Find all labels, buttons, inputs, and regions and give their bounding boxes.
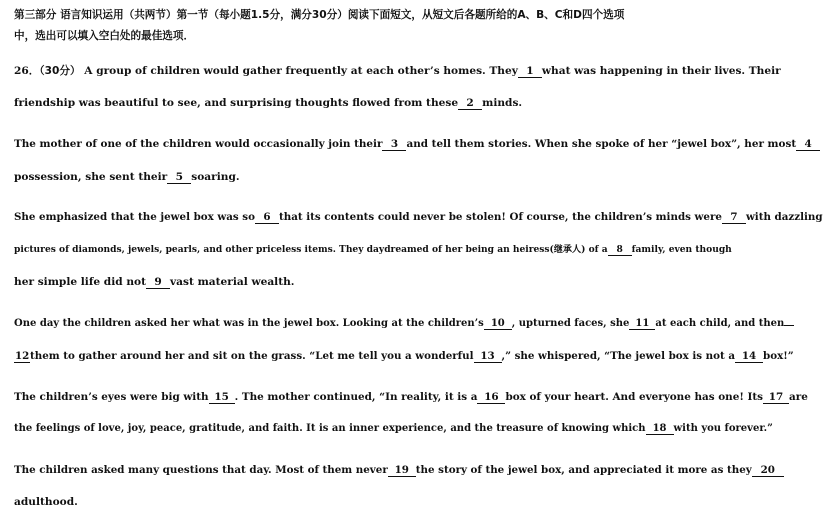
blank-8: 8 xyxy=(608,244,632,256)
section-instructions-line-2: 中，选出可以填入空白处的最佳选项． xyxy=(14,30,195,42)
question-number: 26． xyxy=(14,65,40,77)
passage-text: box of your heart. And everyone has one! Its xyxy=(505,391,764,403)
passage-text: She emphasized that the jewel box was so xyxy=(14,211,255,223)
passage-line-10 xyxy=(14,390,808,404)
passage-text: family, even though xyxy=(631,244,732,255)
blank-5: 5 xyxy=(167,172,191,184)
passage-line-3 xyxy=(14,137,820,151)
blank-17: 17 xyxy=(763,392,789,404)
passage-line-9 xyxy=(14,349,794,363)
passage-text: ,” she whispered, “The jewel box is not a xyxy=(501,350,736,362)
passage-text: the feelings of love, joy, peace, gratitude, and faith. It is an inner experience, and the treasure of knowing which xyxy=(14,423,646,434)
passage-line-4 xyxy=(14,170,240,184)
passage-text: A group of children would gather frequently at each other’s homes. They xyxy=(84,65,518,77)
passage-line-2 xyxy=(14,96,522,110)
blank-4: 4 xyxy=(796,139,820,151)
blank-10: 10 xyxy=(484,318,512,330)
blank-16: 16 xyxy=(477,392,505,404)
passage-text: , upturned faces, she xyxy=(511,318,630,329)
question-score: （30分） xyxy=(39,65,81,77)
passage-text: vast material wealth. xyxy=(170,276,295,288)
blank-9: 9 xyxy=(146,277,170,289)
passage-line-12 xyxy=(14,463,784,477)
blank-7: 7 xyxy=(722,212,746,224)
passage-text: her simple life did not xyxy=(14,276,146,288)
passage-text: pictures of diamonds, jewels, pearls, and other priceless items. They daydreamed of her being an heiress(继承人) of a xyxy=(14,244,608,255)
passage-text: friendship was beautiful to see, and surprising thoughts flowed from these xyxy=(14,97,459,109)
passage-text: adulthood. xyxy=(14,496,78,508)
passage-text: possession, she sent their xyxy=(14,171,168,183)
passage-line-8 xyxy=(14,317,794,331)
passage-text: at each child, and then xyxy=(655,318,785,329)
passage-text: with you forever.” xyxy=(673,423,773,434)
passage-text: minds. xyxy=(482,97,523,109)
passage-text: and tell them stories. When she spoke of her “jewel box”, her most xyxy=(406,138,797,150)
passage-text: The children asked many questions that day. Most of them never xyxy=(14,464,388,476)
passage-line-11 xyxy=(14,422,773,436)
passage-line-13 xyxy=(14,495,78,509)
blank-1: 1 xyxy=(518,66,542,78)
passage-text: are xyxy=(789,391,808,403)
passage-text: The mother of one of the children would occasionally join their xyxy=(14,138,383,150)
passage-line-7 xyxy=(14,275,295,289)
passage-line-5 xyxy=(14,210,823,224)
section-instructions-line-1: 第三部分 语言知识运用（共两节）第一节（每小题1.5分，满分30分）阅读下面短文，从短文后各题所给的A、B、C和D四个选项 xyxy=(14,9,625,21)
passage-text: The children’s eyes were big with xyxy=(14,391,209,403)
blank-13: 13 xyxy=(474,351,502,363)
passage-line-1 xyxy=(14,64,781,78)
blank-19: 19 xyxy=(388,465,416,477)
passage-line-6 xyxy=(14,243,732,257)
passage-text: One day the children asked her what was in the jewel box. Looking at the children’s xyxy=(14,318,484,329)
blank-12-underline xyxy=(784,325,794,326)
passage-text: the story of the jewel box, and appreciated it more as they xyxy=(415,464,752,476)
blank-15: 15 xyxy=(209,392,235,404)
blank-2: 2 xyxy=(458,98,482,110)
blank-6: 6 xyxy=(255,212,279,224)
passage-text: . The mother continued, “In reality, it is a xyxy=(234,391,478,403)
blank-12: 12 xyxy=(15,350,30,362)
passage-text: that its contents could never be stolen! Of course, the children’s minds were xyxy=(278,211,722,223)
blank-18: 18 xyxy=(646,423,674,435)
blank-3: 3 xyxy=(382,139,406,151)
passage-text: box!” xyxy=(763,350,794,362)
passage-text: them to gather around her and sit on the grass. “Let me tell you a wonderful xyxy=(30,350,474,362)
blank-14: 14 xyxy=(735,351,763,363)
passage-text: with dazzling xyxy=(745,211,823,223)
passage-text: soaring. xyxy=(191,171,240,183)
blank-11: 11 xyxy=(629,318,655,330)
blank-20: 20 xyxy=(752,465,784,477)
passage-text: what was happening in their lives. Their xyxy=(541,65,781,77)
